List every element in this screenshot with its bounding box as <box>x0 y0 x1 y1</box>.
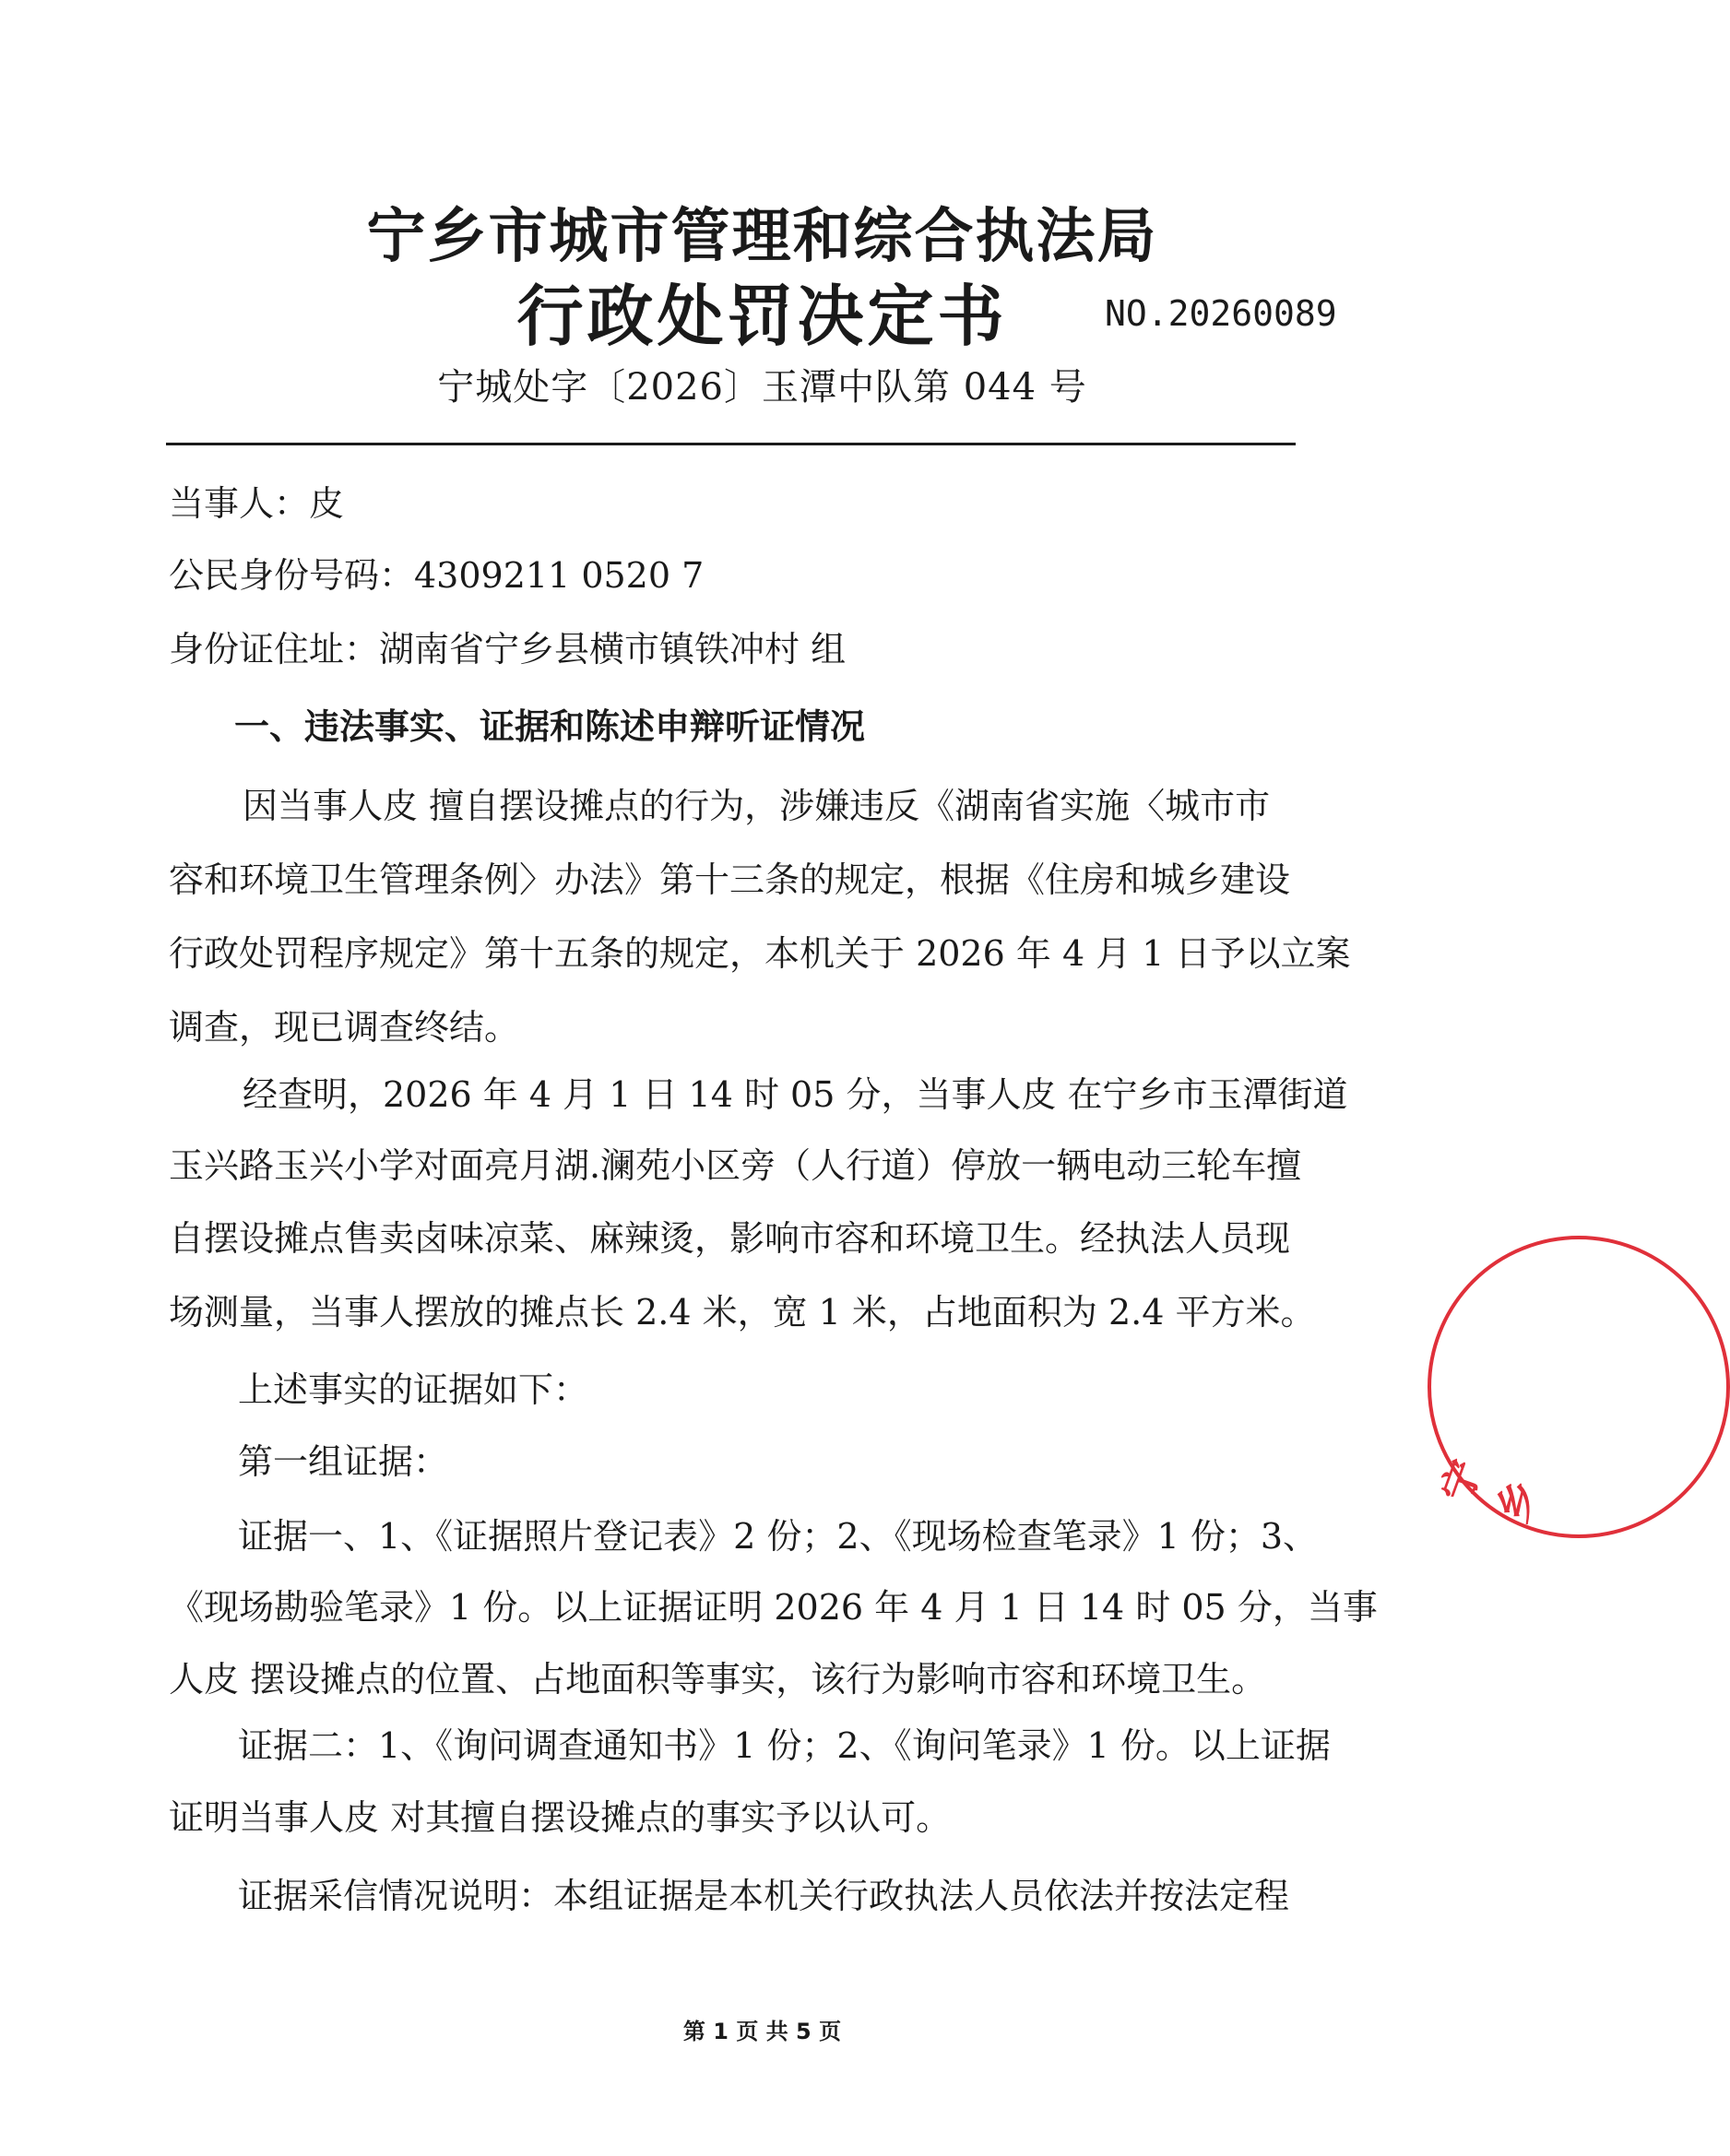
paragraph-line: 上述事实的证据如下： <box>238 1369 589 1410</box>
paragraph-line: 因当事人皮 擅自摆设摊点的行为，涉嫌违反《湖南省实施〈城市市 <box>243 786 1271 826</box>
party-name: 当事人：皮 <box>169 483 345 524</box>
paragraph-line: 证据一、1、《证据照片登记表》2 份；2、《现场检查笔录》1 份；3、 <box>238 1516 1319 1557</box>
document-number: NO.20260089 <box>1105 293 1337 334</box>
paragraph-line: 人皮 摆设摊点的位置、占地面积等事实，该行为影响市容和环境卫生。 <box>169 1659 1267 1700</box>
paragraph-line: 容和环境卫生管理条例〉办法》第十三条的规定，根据《住房和城乡建设 <box>169 859 1291 900</box>
paragraph-line: 证明当事人皮 对其擅自摆设摊点的事实予以认可。 <box>169 1797 952 1838</box>
document-title: 行政处罚决定书 <box>516 277 1008 355</box>
page-number: 第 1 页 共 5 页 <box>682 2019 842 2044</box>
paragraph-line: 《现场勘验笔录》1 份。以上证据证明 2026 年 4 月 1 日 14 时 05 分，当事 <box>169 1587 1378 1628</box>
official-seal-text: 宁乡 <box>1433 1453 1547 1529</box>
paragraph-line: 证据采信情况说明：本组证据是本机关行政执法人员依法并按法定程 <box>238 1876 1290 1916</box>
paragraph-line: 调查，现已调查终结。 <box>169 1007 520 1048</box>
party-id-number: 公民身份号码：4309211 0520 7 <box>169 555 705 596</box>
section-heading: 一、违法事实、证据和陈述申辩听证情况 <box>234 705 866 747</box>
paragraph-line: 自摆设摊点售卖卤味凉菜、麻辣烫，影响市容和环境卫生。经执法人员现 <box>169 1218 1291 1259</box>
agency-name: 宁乡市城市管理和综合执法局 <box>366 202 1158 271</box>
reference-number: 宁城处字〔2026〕玉潭中队第 044 号 <box>437 366 1087 409</box>
paragraph-line: 证据二：1、《询问调查通知书》1 份；2、《询问笔录》1 份。以上证据 <box>238 1725 1331 1766</box>
party-address: 身份证住址：湖南省宁乡县横市镇铁冲村 组 <box>169 629 847 669</box>
paragraph-line: 经查明，2026 年 4 月 1 日 14 时 05 分，当事人皮 在宁乡市玉潭街道 <box>243 1074 1348 1115</box>
paragraph-line: 玉兴路玉兴小学对面亮月湖.澜苑小区旁（人行道）停放一辆电动三轮车擅 <box>169 1145 1302 1186</box>
paragraph-line: 场测量，当事人摆放的摊点长 2.4 米，宽 1 米，占地面积为 2.4 平方米。 <box>169 1292 1316 1333</box>
paragraph-line: 第一组证据： <box>238 1441 449 1482</box>
header-rule <box>166 443 1296 445</box>
paragraph-line: 行政处罚程序规定》第十五条的规定，本机关于 2026 年 4 月 1 日予以立案 <box>169 933 1351 974</box>
